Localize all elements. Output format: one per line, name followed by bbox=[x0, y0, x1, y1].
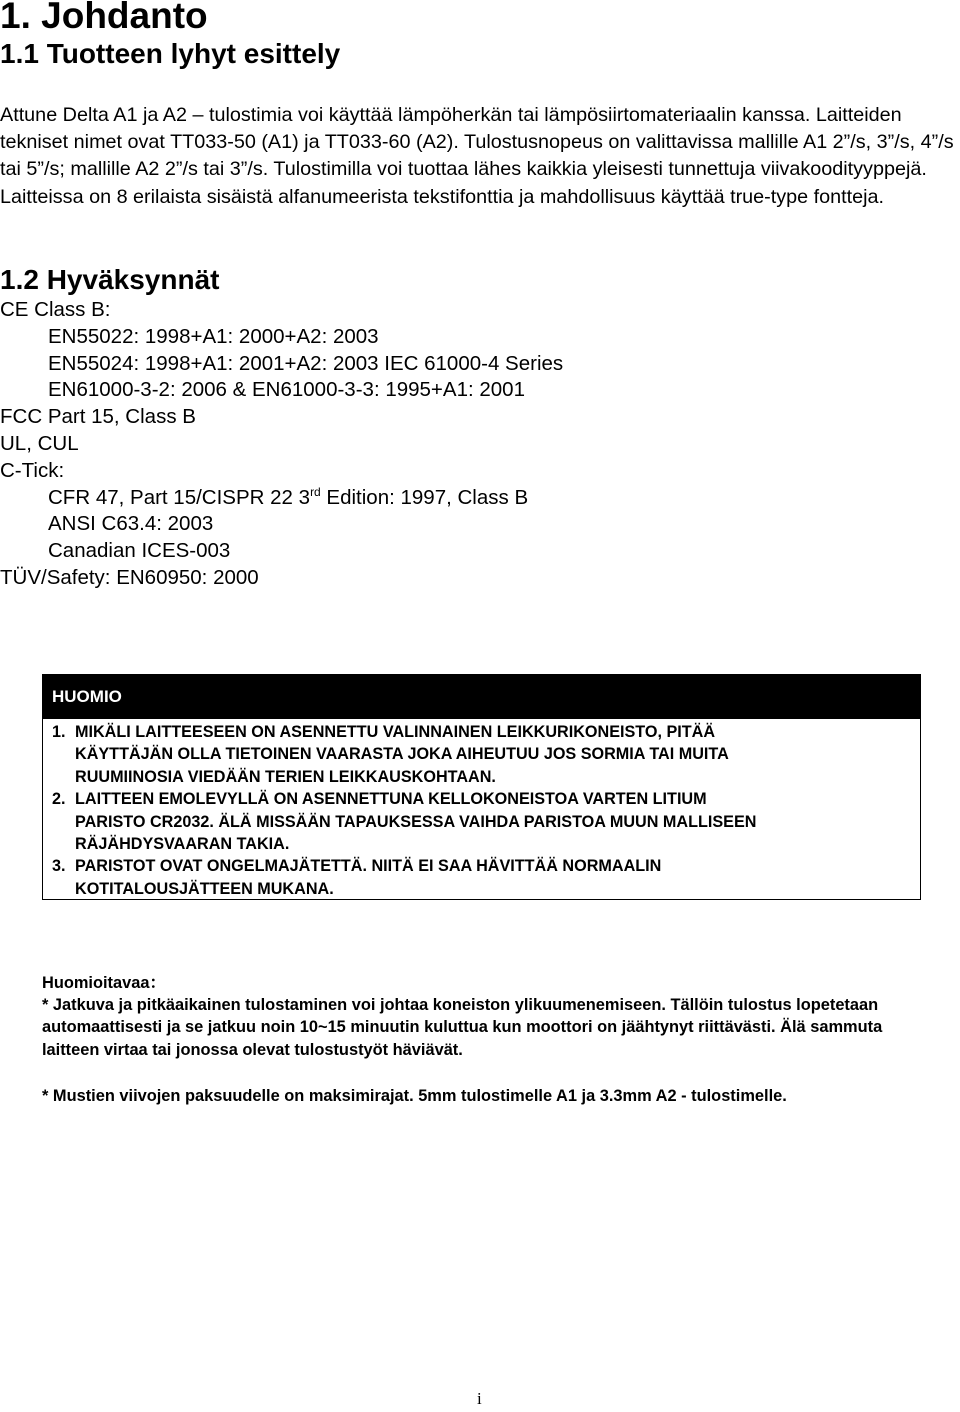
notice-item bbox=[52, 721, 914, 788]
ctick-cfr-text-end: Edition: 1997, Class B bbox=[320, 485, 529, 509]
notice-item-line: KOTITALOUSJÄTTEEN MUKANA. bbox=[75, 879, 334, 898]
tip-line-thickness: * Mustien viivojen paksuudelle on maksimirajat. 5mm tulostimelle A1 ja 3.3mm A2 - tulostimelle. bbox=[42, 1086, 787, 1105]
notice-heading: HUOMIO bbox=[43, 675, 920, 719]
tips-section bbox=[42, 972, 942, 1107]
notice-item bbox=[52, 855, 914, 900]
notice-item-line: RUUMIINOSIA VIEDÄÄN TERIEN LEIKKAUSKOHTAAN. bbox=[75, 767, 496, 786]
notice-item-line: KÄYTTÄJÄN OLLA TIETOINEN VAARASTA JOKA AIHEUTUU JOS SORMIA TAI MUITA bbox=[75, 745, 729, 764]
chapter-title: 1. Johdanto bbox=[0, 0, 208, 36]
ce-item: EN55022: 1998+A1: 2000+A2: 2003 bbox=[48, 324, 379, 348]
page-number: i bbox=[477, 1389, 482, 1408]
ctick-ansi-item: ANSI C63.4: 2003 bbox=[48, 512, 214, 536]
tips-heading: Huomioitavaa： bbox=[42, 974, 166, 992]
notice-item-line: PARISTO CR2032. ÄLÄ MISSÄÄN TAPAUKSESSA VAIHDA PARISTOA MUUN MALLISEEN bbox=[75, 812, 757, 831]
ctick-heading: C-Tick: bbox=[0, 458, 65, 482]
notice-item-number: 2. bbox=[52, 790, 66, 809]
tuv-item: TÜV/Safety: EN60950: 2000 bbox=[0, 565, 259, 589]
notice-item-line: PARISTOT OVAT ONGELMAJÄTETTÄ. NIITÄ EI SAA HÄVITTÄÄ NORMAALIN bbox=[75, 857, 662, 876]
notice-item bbox=[52, 788, 914, 855]
intro-paragraph: Attune Delta A1 ja A2 – tulostimia voi käyttää lämpöherkän tai lämpösiirtomateriaalin kanssa. Laitteiden tekniset nimet ovat TT033-50 (A1) ja TT033-60 (A2). Tulostusnopeus on valittavissa mallille A1 2”/s, 3”/s, 4”/s tai 5”/s; mallille A2 2”/s tai 3”/s. Tulostimilla voi tuottaa lähes kaikkia yleisesti tunnettuja viivakoodityyppejä. Laitteissa on 8 erilaista sisäistä alfanumeerista tekstifonttia ja mahdollisuus käyttää true-type fontteja. bbox=[0, 104, 954, 208]
notice-item-line: LAITTEEN EMOLEVYLLÄ ON ASENNETTUNA KELLOKONEISTOA VARTEN LITIUM bbox=[75, 790, 707, 809]
ce-item: EN55024: 1998+A1: 2001+A2: 2003 IEC 61000-4 Series bbox=[48, 351, 564, 375]
ordinal-suffix: rd bbox=[310, 484, 321, 499]
ctick-cfr-text: CFR 47, Part 15/CISPR 22 3 bbox=[48, 485, 311, 509]
tip-overheating: * Jatkuva ja pitkäaikainen tulostaminen voi johtaa koneiston ylikuumenemiseen. Tällöin tulostus lopetetaan automaattisesti ja se jatkuu noin 10~15 minuutin kuluttua kun moottori on jäähtynyt riittävästi. Älä sammuta laitteen virtaa tai jonossa olevat tulostustyöt häviävät. bbox=[42, 996, 883, 1059]
approvals-list bbox=[0, 297, 955, 592]
fcc-item: FCC Part 15, Class B bbox=[0, 405, 196, 429]
notice-item-line: MIKÄLI LAITTEESEEN ON ASENNETTU VALINNAINEN LEIKKURIKONEISTO, PITÄÄ bbox=[75, 723, 716, 741]
notice-item-number: 3. bbox=[52, 857, 66, 876]
notice-list bbox=[52, 721, 914, 900]
notice-item-line: RÄJÄHDYSVAARAN TAKIA. bbox=[75, 835, 290, 854]
ctick-cfr-item bbox=[0, 485, 955, 512]
notice-item-number: 1. bbox=[52, 723, 66, 741]
ce-heading: CE Class B: bbox=[0, 298, 111, 321]
ul-item: UL, CUL bbox=[0, 431, 79, 455]
notice-box bbox=[42, 674, 921, 900]
ce-item: EN61000-3-2: 2006 & EN61000-3-3: 1995+A1: 2001 bbox=[48, 378, 525, 402]
section-title-product-intro: 1.1 Tuotteen lyhyt esittely bbox=[0, 38, 341, 69]
section-title-approvals: 1.2 Hyväksynnät bbox=[0, 264, 220, 295]
ctick-canada-item: Canadian ICES-003 bbox=[48, 539, 231, 563]
